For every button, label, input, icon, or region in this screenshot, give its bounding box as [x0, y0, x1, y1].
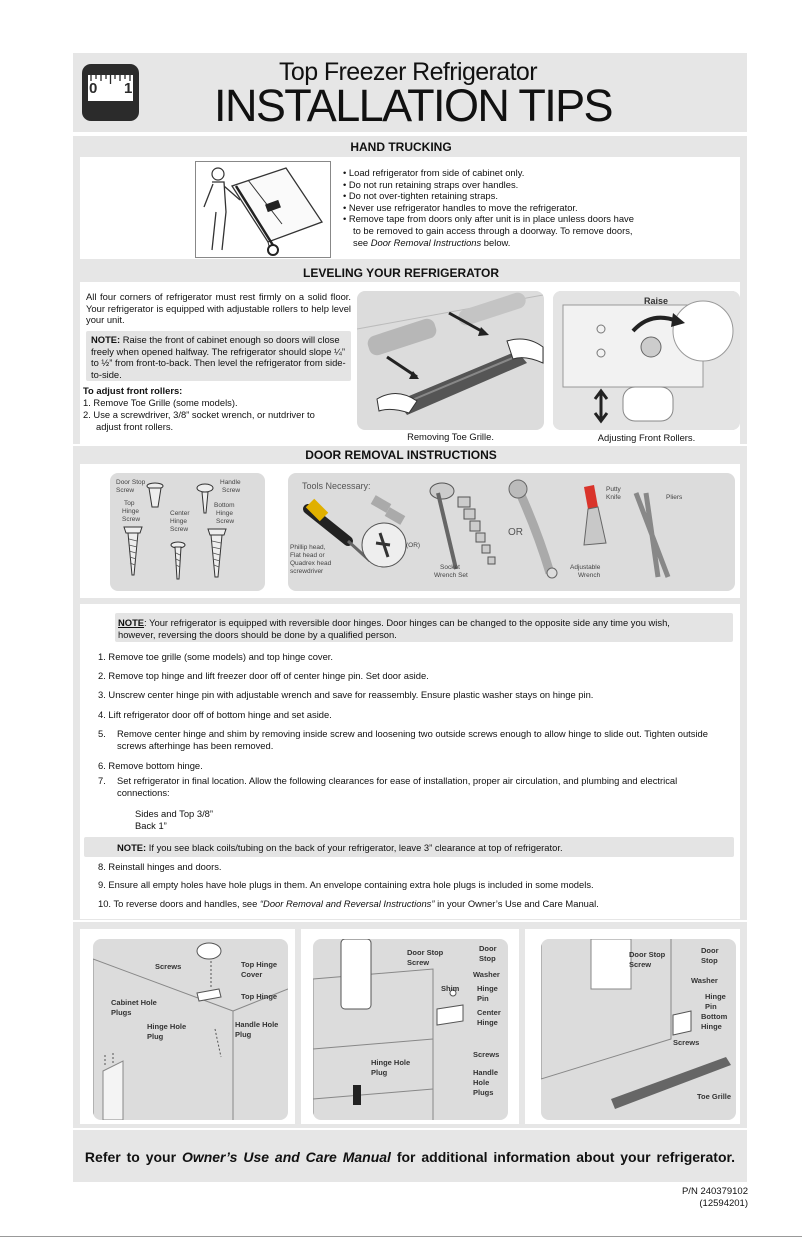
step-10 — [98, 898, 599, 910]
step-2: 2. Remove top hinge and lift freezer door off of center hinge pin. Set door aside. — [98, 670, 429, 681]
svg-text:Wrench Set: Wrench Set — [434, 572, 468, 579]
svg-text:Door Stop: Door Stop — [116, 479, 146, 486]
hand-trucking-bullet: • Never use refrigerator handles to move the refrigerator. — [343, 201, 578, 213]
diagram-label-toe-grille: Toe Grille — [697, 1092, 732, 1101]
svg-text:Handle: Handle — [220, 479, 241, 486]
svg-text:Hinge: Hinge — [170, 518, 187, 525]
coils-note-text — [117, 842, 563, 854]
hand-trucking-bullet-cont — [343, 237, 673, 249]
clearance-sides: Sides and Top 3/8” — [135, 808, 214, 819]
svg-text:Screw: Screw — [222, 487, 241, 494]
hand-trucking-bullet: • Do not over-tighten retaining straps. — [343, 190, 498, 202]
caption-adjusting-front-rollers: Adjusting Front Rollers. — [597, 432, 696, 443]
diagram-label-screws: Screws — [155, 962, 182, 971]
svg-text:Center: Center — [170, 510, 190, 517]
diagram-label-bottom-hinge-1: Bottom — [701, 1012, 728, 1021]
alt-part-number: (12594201) — [699, 1198, 748, 1209]
hand-trucking-bullet: • Load refrigerator from side of cabinet only. — [343, 167, 525, 178]
diagram-label-top-hinge-cover-2: Cover — [241, 970, 263, 979]
svg-text:Tools Necessary:: Tools Necessary: — [302, 481, 371, 491]
diagram-label-door-stop-1: Door — [701, 946, 719, 955]
step-7-cont: connections: — [117, 787, 170, 798]
step-8: 8. Reinstall hinges and doors. — [98, 861, 222, 872]
step-9: 9. Ensure all empty holes have hole plugs in them. An envelope containing extra hole plugs is included in some models. — [98, 879, 594, 890]
see-text: see — [353, 236, 371, 248]
bottom-rule — [0, 1236, 802, 1237]
diagram-label-hinge-hole-1: Hinge Hole — [371, 1058, 411, 1067]
svg-text:Knife: Knife — [606, 494, 621, 501]
svg-text:Putty: Putty — [606, 486, 621, 493]
svg-text:Flat head or: Flat head or — [290, 552, 325, 559]
diagram-label-cabinet-hole-2: Plugs — [111, 1008, 132, 1017]
ruler-mark-zero: 0 — [89, 80, 98, 97]
diagram-label-handle-hole-1: Handle Hole — [235, 1020, 279, 1029]
diagram-label-door-stop-screw-1: Door Stop — [629, 950, 666, 959]
hand-trucking-bullet: • Remove tape from doors only after unit is in place unless doors have — [343, 213, 634, 225]
diagram-label-washer: Washer — [691, 976, 718, 985]
hand-trucking-bullet: • Do not run retaining straps over handles. — [343, 178, 519, 190]
step-4: 4. Lift refrigerator door off of bottom hinge and set aside. — [98, 709, 332, 720]
diagram-label-door-stop-screw-1: Door Stop — [407, 948, 444, 957]
svg-text:Adjustable: Adjustable — [570, 564, 601, 571]
svg-text:Phillip head,: Phillip head, — [290, 544, 326, 551]
diagram-label-door-stop-screw-2: Screw — [629, 960, 652, 969]
note-label: NOTE: — [91, 334, 121, 345]
svg-text:(OR): (OR) — [406, 542, 421, 549]
part-number: P/N 240379102 — [681, 1186, 748, 1197]
note-label: NOTE: — [117, 842, 147, 853]
svg-text:Bottom: Bottom — [214, 502, 235, 509]
adjust-heading: To adjust front rollers: — [83, 385, 183, 396]
raise-label: Raise — [644, 296, 669, 306]
diagram-label-handle-plugs-3: Plugs — [473, 1088, 494, 1097]
diagram-label-top-hinge-cover-1: Top Hinge — [241, 960, 278, 969]
center-hinge-diagram — [313, 939, 508, 1120]
svg-text:Quadrex head: Quadrex head — [290, 560, 332, 567]
note-label: NOTE — [118, 617, 145, 628]
diagram-label-hinge-pin-1: Hinge — [705, 992, 726, 1001]
step-7: Set refrigerator in final location. Allow the following clearances for ease of installation, proper air circulation, and plumbing and electrical — [117, 775, 678, 786]
step-6: 6. Remove bottom hinge. — [98, 760, 203, 771]
leveling-intro: All four corners of refrigerator must rest firmly on a solid floor. Your refrigerator is equipped with adjustable rollers to help level your unit. — [86, 291, 351, 326]
note-line: however, reversing the doors should be done by a qualified person. — [118, 628, 397, 640]
front-roller-illustration — [553, 291, 740, 430]
diagram-label-cabinet-hole-1: Cabinet Hole — [111, 998, 157, 1007]
diagram-label-hinge-hole-2: Plug — [371, 1068, 388, 1077]
diagram-label-center-hinge-2: Hinge — [477, 1018, 498, 1027]
adjust-step: 2. Use a screwdriver, 3/8” socket wrench, or nutdriver to — [83, 409, 315, 420]
leveling-heading: LEVELING YOUR REFRIGERATOR — [302, 266, 500, 280]
svg-text:Screw: Screw — [216, 518, 235, 525]
clearance-back: Back 1” — [135, 820, 167, 831]
refer-text — [73, 1149, 747, 1165]
tools-illustration — [288, 473, 735, 591]
step-1: 1. Remove toe grille (some models) and top hinge cover. — [98, 651, 334, 662]
step-10-reference: “Door Removal and Reversal Instructions” — [259, 898, 435, 909]
screw-types-illustration — [110, 473, 265, 591]
svg-text:Screw: Screw — [116, 487, 135, 494]
toe-grille-illustration — [357, 291, 544, 430]
step-10-pre: 10. To reverse doors and handles, see — [98, 898, 260, 909]
svg-text:Hinge: Hinge — [216, 510, 233, 517]
svg-text:screwdriver: screwdriver — [290, 568, 324, 575]
diagram-label-handle-plugs-1: Handle — [473, 1068, 499, 1077]
step-10-post: in your Owner’s Use and Care Manual. — [434, 898, 599, 909]
door-removal-heading: DOOR REMOVAL INSTRUCTIONS — [305, 448, 497, 462]
diagram-label-hinge-hole-2: Plug — [147, 1032, 164, 1041]
refer-manual: Owner’s Use and Care Manual — [181, 1149, 391, 1165]
diagram-label-bottom-hinge-2: Hinge — [701, 1022, 722, 1031]
note-body: : Your refrigerator is equipped with reversible door hinges. Door hinges can be changed to the opposite side any time you wish, — [144, 617, 670, 628]
diagram-label-top-hinge: Top Hinge — [241, 992, 278, 1001]
leveling-note-text — [91, 334, 349, 380]
step-5: Remove center hinge and shim by removing inside screw and loosening two outside screws enough to allow hinge to slide out. Tighten outside — [117, 728, 708, 739]
step-3: 3. Unscrew center hinge pin with adjustable wrench and save for reassembly. Ensure plastic washer stays on hinge pin. — [98, 689, 594, 700]
header-subtitle: Top Freezer Refrigerator — [279, 58, 537, 86]
note-body: If you see black coils/tubing on the back of your refrigerator, leave 3” clearance at top of refrigerator. — [146, 842, 563, 853]
hand-truck-illustration — [195, 161, 331, 258]
diagram-label-hinge-pin-2: Pin — [705, 1002, 717, 1011]
diagram-label-door-stop-screw-2: Screw — [407, 958, 430, 967]
note-body: Raise the front of cabinet enough so doors will close freely when opened halfway. The refrigerator should slope ¼” to ½” from front-to-back. Then level the refrigerator from side-to-side. — [91, 334, 346, 380]
step-5-number: 5. — [98, 728, 106, 739]
caption-removing-toe-grille: Removing Toe Grille. — [407, 431, 494, 442]
diagram-label-screws: Screws — [473, 1050, 500, 1059]
door-removal-reference: Door Removal Instructions — [370, 236, 482, 248]
note-line — [118, 617, 730, 629]
svg-text:Screw: Screw — [170, 526, 189, 533]
diagram-label-hinge-pin-1: Hinge — [477, 984, 498, 993]
svg-text:Socket: Socket — [440, 564, 460, 571]
top-hinge-diagram — [93, 939, 288, 1120]
hand-trucking-heading: HAND TRUCKING — [350, 140, 452, 154]
refer-post: for additional information about your refrigerator. — [390, 1149, 736, 1165]
svg-text:Screw: Screw — [122, 516, 141, 523]
page-title: INSTALLATION TIPS — [214, 80, 612, 131]
svg-text:Wrench: Wrench — [578, 572, 601, 579]
adjust-step: 1. Remove Toe Grille (some models). — [83, 397, 238, 408]
ruler-mark-one: 1 — [124, 80, 133, 97]
diagram-label-hinge-pin-2: Pin — [477, 994, 489, 1003]
svg-text:Top: Top — [124, 500, 135, 507]
below-text: below. — [481, 236, 511, 248]
svg-text:OR: OR — [508, 527, 523, 538]
svg-text:Pliers: Pliers — [666, 494, 683, 501]
diagram-label-door-stop-2: Stop — [701, 956, 718, 965]
diagram-label-washer: Washer — [473, 970, 500, 979]
hand-trucking-bullet-cont: to be removed to gain access through a doorway. To remove doors, — [353, 224, 633, 236]
adjust-step-cont: adjust front rollers. — [96, 421, 174, 432]
reversible-hinges-note-text — [118, 617, 730, 640]
hand-trucking-bullets — [343, 167, 673, 248]
diagram-label-handle-plugs-2: Hole — [473, 1078, 490, 1087]
diagram-label-screws: Screws — [673, 1038, 700, 1047]
diagram-label-hinge-hole-1: Hinge Hole — [147, 1022, 187, 1031]
diagram-label-handle-hole-2: Plug — [235, 1030, 252, 1039]
diagram-label-shim: Shim — [441, 984, 460, 993]
step-7-number: 7. — [98, 775, 106, 786]
svg-text:Hinge: Hinge — [122, 508, 139, 515]
step-5-cont: screws afterhinge has been removed. — [117, 740, 274, 751]
bottom-hinge-diagram — [541, 939, 736, 1120]
diagram-label-door-stop-2: Stop — [479, 954, 496, 963]
diagram-label-door-stop-1: Door — [479, 944, 497, 953]
diagram-label-center-hinge-1: Center — [477, 1008, 501, 1017]
refer-pre: Refer to your — [84, 1149, 182, 1165]
